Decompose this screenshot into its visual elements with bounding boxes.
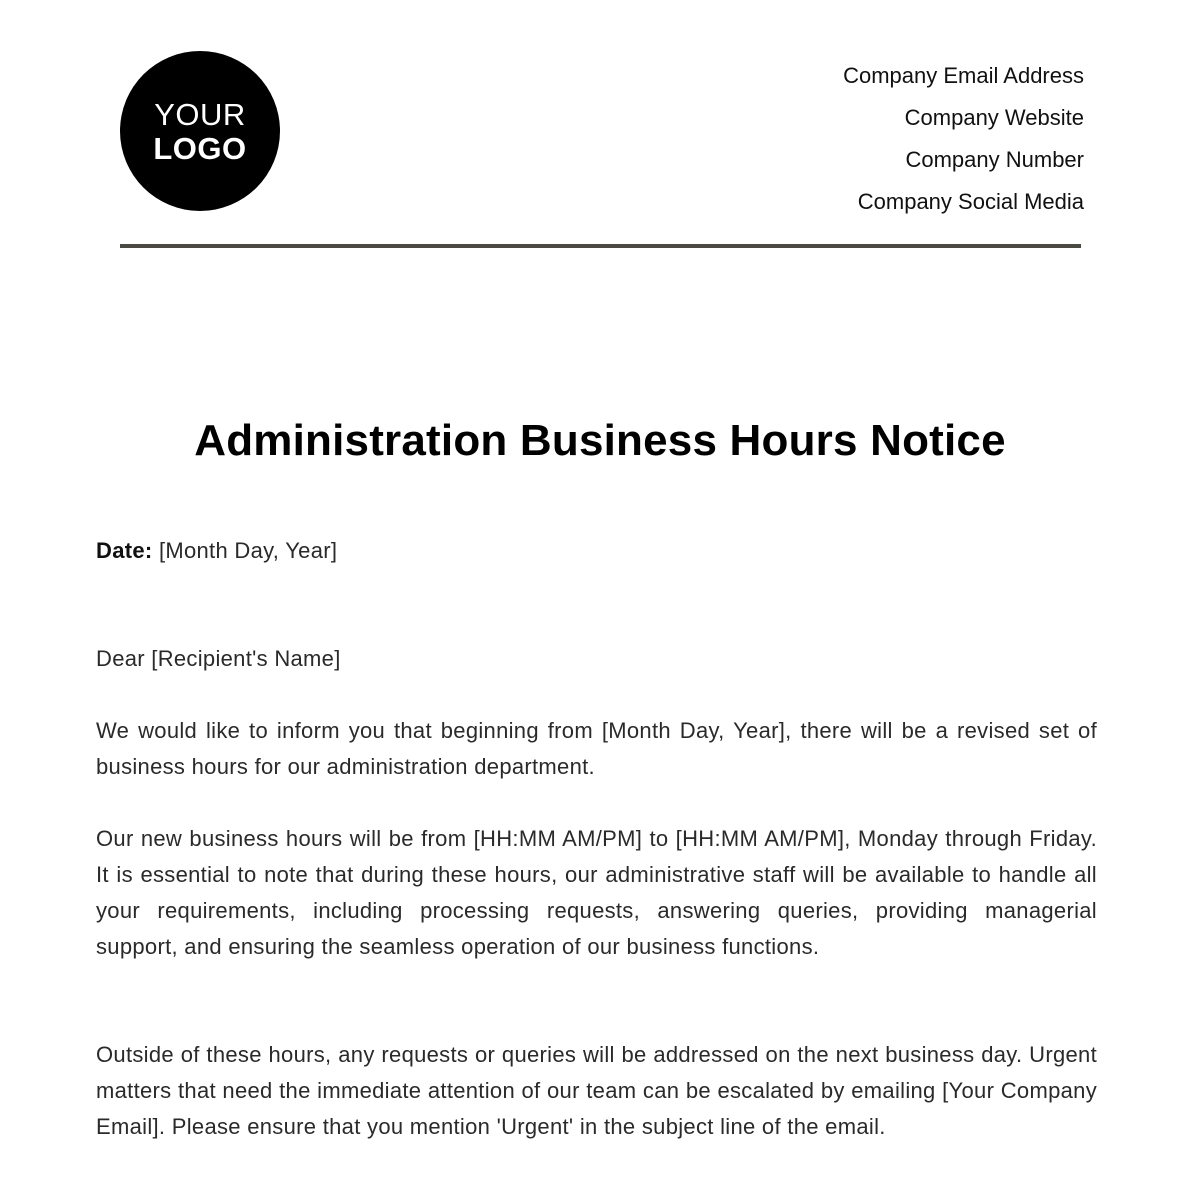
- header-divider: [120, 244, 1081, 248]
- document-title: Administration Business Hours Notice: [194, 416, 1006, 465]
- company-social-media: Company Social Media: [857, 189, 1084, 214]
- company-website: Company Website: [904, 105, 1084, 130]
- company-number: Company Number: [905, 147, 1084, 172]
- date-value: [Month Day, Year]: [158, 538, 338, 563]
- paragraph-outside-hours: Outside of these hours, any requests or queries will be addressed on the next business day. Urgent matters that need the immediate attention of our team can be escalated by emailing [Your Company Email]. Please ensure that you mention 'Urgent' in the subject line of the email.: [96, 1042, 1097, 1139]
- company-contact-block: [843, 55, 1084, 223]
- greeting: Dear [Recipient's Name]: [96, 646, 341, 671]
- paragraph-intro: We would like to inform you that beginning from [Month Day, Year], there will be a revised set of business hours for our administration department.: [96, 718, 1097, 779]
- logo-text-logo: LOGO: [153, 130, 247, 166]
- logo-text-your: YOUR: [154, 96, 246, 132]
- company-email: Company Email Address: [843, 63, 1084, 88]
- date-line: [96, 533, 1097, 569]
- company-logo: [120, 51, 280, 211]
- date-label: Date:: [96, 538, 153, 563]
- paragraph-business-hours: Our new business hours will be from [HH:MM AM/PM] to [HH:MM AM/PM], Monday through Friday. It is essential to note that during these hours, our administrative staff will be available to handle all your requirements, including processing requests, answering queries, providing managerial support, and ensuring the seamless operation of our business functions.: [96, 826, 1097, 959]
